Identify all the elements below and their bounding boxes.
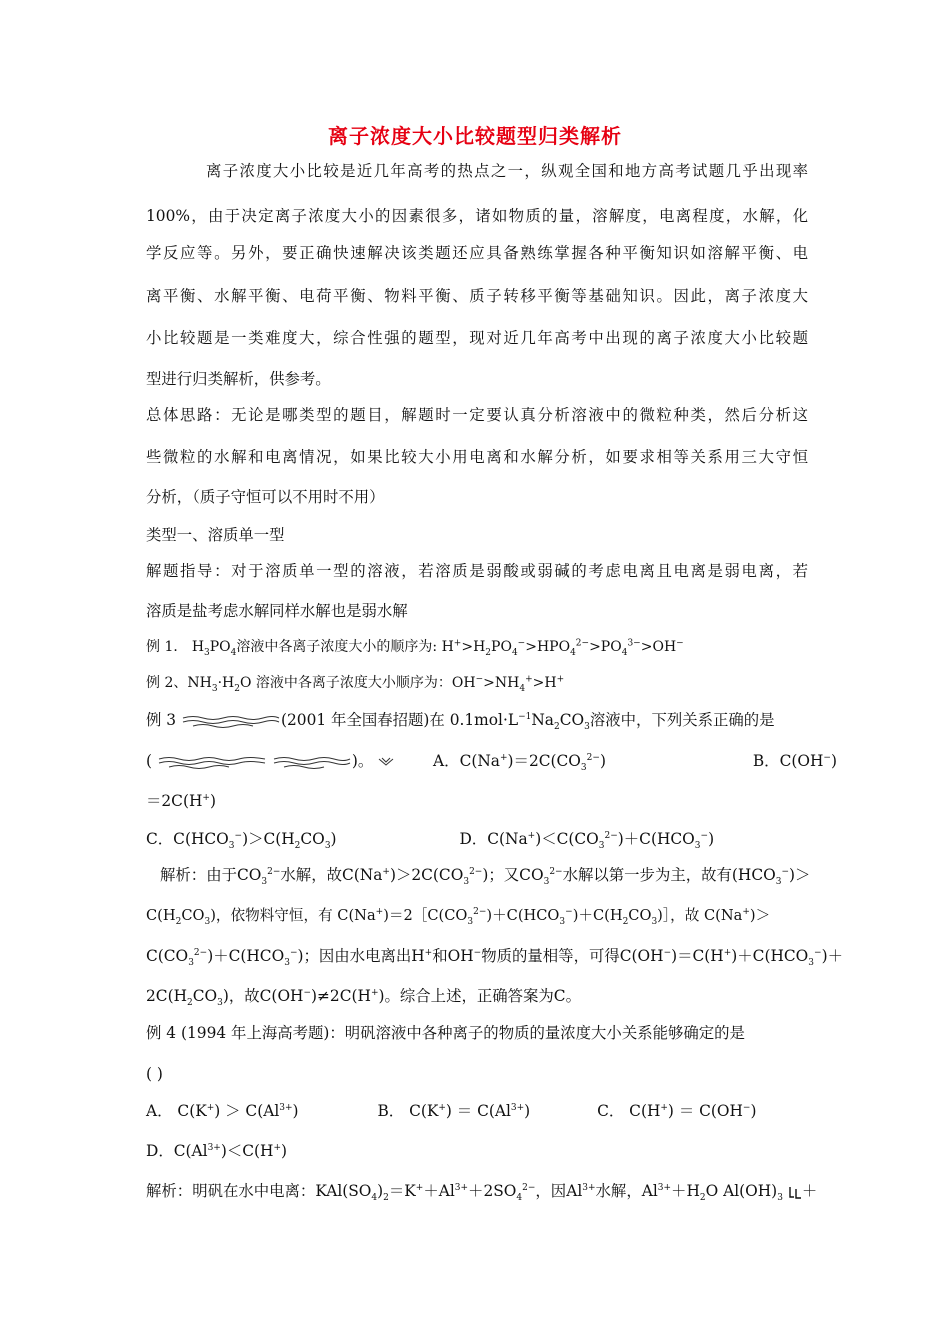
analysis-3-line-1: 解析：由于$CO_3^{2-}$水解，故$C(Na^+)>2C(CO_3^{2-})$；又$CO_3^{2-}$水解以第一步为主，故有$(HCO_3^-)>$ <box>160 866 811 888</box>
page-title: 离子浓度大小比较题型归类解析 <box>328 124 622 148</box>
intro-line-5: 小比较题是一类难度大，综合性强的题型，现对近几年高考中出现的离子浓度大小比较题 <box>146 329 808 347</box>
option-c-label: C． <box>146 830 174 848</box>
wavy-decoration <box>272 755 352 769</box>
analysis-4-line-1: 解析：明矾在水中电离：$KAl(SO_4)_2=K^++Al^{3+}+2SO_4^{2-}$，因$Al^{3+}$水解，$Al^{3+}+H_2O$ $Al(OH)_3$ ＋ <box>146 1182 818 1204</box>
wavy-decoration <box>181 714 281 728</box>
example-3-source: (2001 年全国春招题) <box>280 711 430 729</box>
ex4-option-a-formula: $C(K^+) > C(Al^{3+})$ <box>177 1102 299 1120</box>
example-4-options-row-1 <box>146 1100 808 1122</box>
overall-line-3: 分析，（质子守恒可以不用时不用） <box>146 488 385 506</box>
section-heading-type1: 类型一、溶质单一型 <box>146 526 285 544</box>
option-d-formula: $C(Na^+)<C(CO_3^{2-})+C(HCO_3^-)$ <box>487 830 715 852</box>
ex4-option-c-formula: C(H+) ＝ C(OH−) <box>629 1102 757 1120</box>
guide-line-2: 溶质是盐考虑水解同样水解也是弱水解 <box>146 602 408 620</box>
example-1-formula: $H_3PO_4$ <box>191 639 237 658</box>
option-b-continuation: ＝2C(H+) <box>146 792 216 810</box>
wavy-decoration <box>157 755 267 769</box>
example-3-text-2: 溶液中，下列关系正确的是 <box>589 711 775 729</box>
ex4-option-d-formula: $C(Al^{3+})<C(H^+)$ <box>173 1142 288 1160</box>
example-2-text: 溶液中各离子浓度大小顺序为： <box>255 675 452 691</box>
example-1-order: $H^+>H_2PO_4^->HPO_4^{2-}>PO_4^{3-}>OH^-$ <box>441 638 684 658</box>
example-4-text: (1994 年上海高考题)：明矾溶液中各种离子的物质的量浓度大小关系能够确定的是 <box>180 1024 745 1042</box>
example-3-options-row-1 <box>146 750 837 774</box>
example-2-order: $OH^->NH_4^+>H^+$ <box>451 674 565 694</box>
overall-line-2: 些微粒的水解和电离情况，如果比较大小用电离和水解分析，如要求相等关系用三大守恒 <box>146 448 808 466</box>
example-3-paren-close: )。 <box>351 752 374 770</box>
ex4-option-d-label: D． <box>146 1142 174 1160</box>
example-4-options-row-2 <box>146 1140 808 1162</box>
example-1 <box>146 636 808 658</box>
example-1-text: 溶液中各离子浓度大小的顺序为: <box>236 639 442 655</box>
example-3-paren-open: ( <box>146 752 153 770</box>
option-a-formula: $C(Na^+)=2C(CO_3^{2-})$ <box>459 752 606 774</box>
example-2 <box>146 672 808 694</box>
example-2-label: 例 2、 <box>146 675 188 691</box>
ex4-option-b-label: B． <box>377 1102 405 1120</box>
example-1-label: 例 1． <box>146 639 188 655</box>
example-4-blank: ( ) <box>146 1065 163 1083</box>
option-d-label: D． <box>459 830 488 848</box>
analysis-3-line-3: $C(CO_3^{2-})+C(HCO_3^-)$；因由水电离出H+和OH−物质的量相等，可得$C(OH^-)=C(H^+)+C(HCO_3^-)+$ <box>146 947 843 969</box>
intro-line-2: 100%，由于决定离子浓度大小的因素很多，诸如物质的量，溶解度，电离程度，水解，化 <box>146 207 808 225</box>
ex4-option-a-label: A． <box>146 1102 173 1120</box>
example-3-formula: $Na_2CO_3$ <box>531 711 590 733</box>
ex4-option-c-label: C． <box>597 1102 625 1120</box>
analysis-3-line-2: $C(H_2CO_3)$，依物料守恒，有 $C(Na^+)=2[C(CO_3^{2-})+C(HCO_3^-)+C(H_2CO_3)]$，故 C(Na+)＞ <box>146 907 771 927</box>
equilibrium-arrow-icon <box>788 1185 802 1199</box>
example-3-options-row-2 <box>146 828 808 850</box>
analysis-3-line-4: $2C(H_2CO_3)$，故C(OH−)≠2C(H+)。综合上述，正确答案为C。 <box>146 987 581 1009</box>
intro-line-3: 学反应等。另外，要正确快速解决该类题还应具备熟练掌握各种平衡知识如溶解平衡、电 <box>146 244 808 262</box>
intro-line-6: 型进行归类解析，供参考。 <box>146 370 331 388</box>
example-3: 例 3 (2001 年全国春招题)在 $0.1mol\cdot L^{-1}Na_2CO_3$溶液中，下列关系正确的是 <box>146 711 775 733</box>
ex4-option-b-formula: $C(K^+) = C(Al^{3+})$ <box>409 1102 531 1120</box>
example-4-label: 例 4 <box>146 1024 177 1042</box>
overall-line-1: 总体思路：无论是哪类型的题目，解题时一定要认真分析溶液中的微粒种类，然后分析这 <box>146 406 808 424</box>
option-c-formula: $C(HCO_3^-)>C(H_2CO_3)$ <box>173 830 337 852</box>
example-4 <box>146 1022 808 1044</box>
example-3-text-1: 在 0.1mol·L <box>429 711 519 729</box>
option-b-label: B． <box>752 752 780 770</box>
intro-line-4: 离平衡、水解平衡、电荷平衡、物料平衡、质子转移平衡等基础知识。因此，离子浓度大 <box>146 287 808 305</box>
example-3-label: 例 3 <box>146 711 177 729</box>
guide-line-1: 解题指导：对于溶质单一型的溶液，若溶质是弱酸或弱碱的考虑电离且电离是弱电离，若 <box>146 562 808 580</box>
option-b-formula: C(OH−) <box>779 752 837 770</box>
option-a-label: A． <box>433 752 460 770</box>
chevron-down-icon <box>378 757 394 767</box>
example-2-formula: $NH_3\cdot H_2O$ <box>187 675 256 694</box>
intro-line-1: 离子浓度大小比较是近几年高考的热点之一，纵观全国和地方高考试题几乎出现率 <box>206 162 808 180</box>
